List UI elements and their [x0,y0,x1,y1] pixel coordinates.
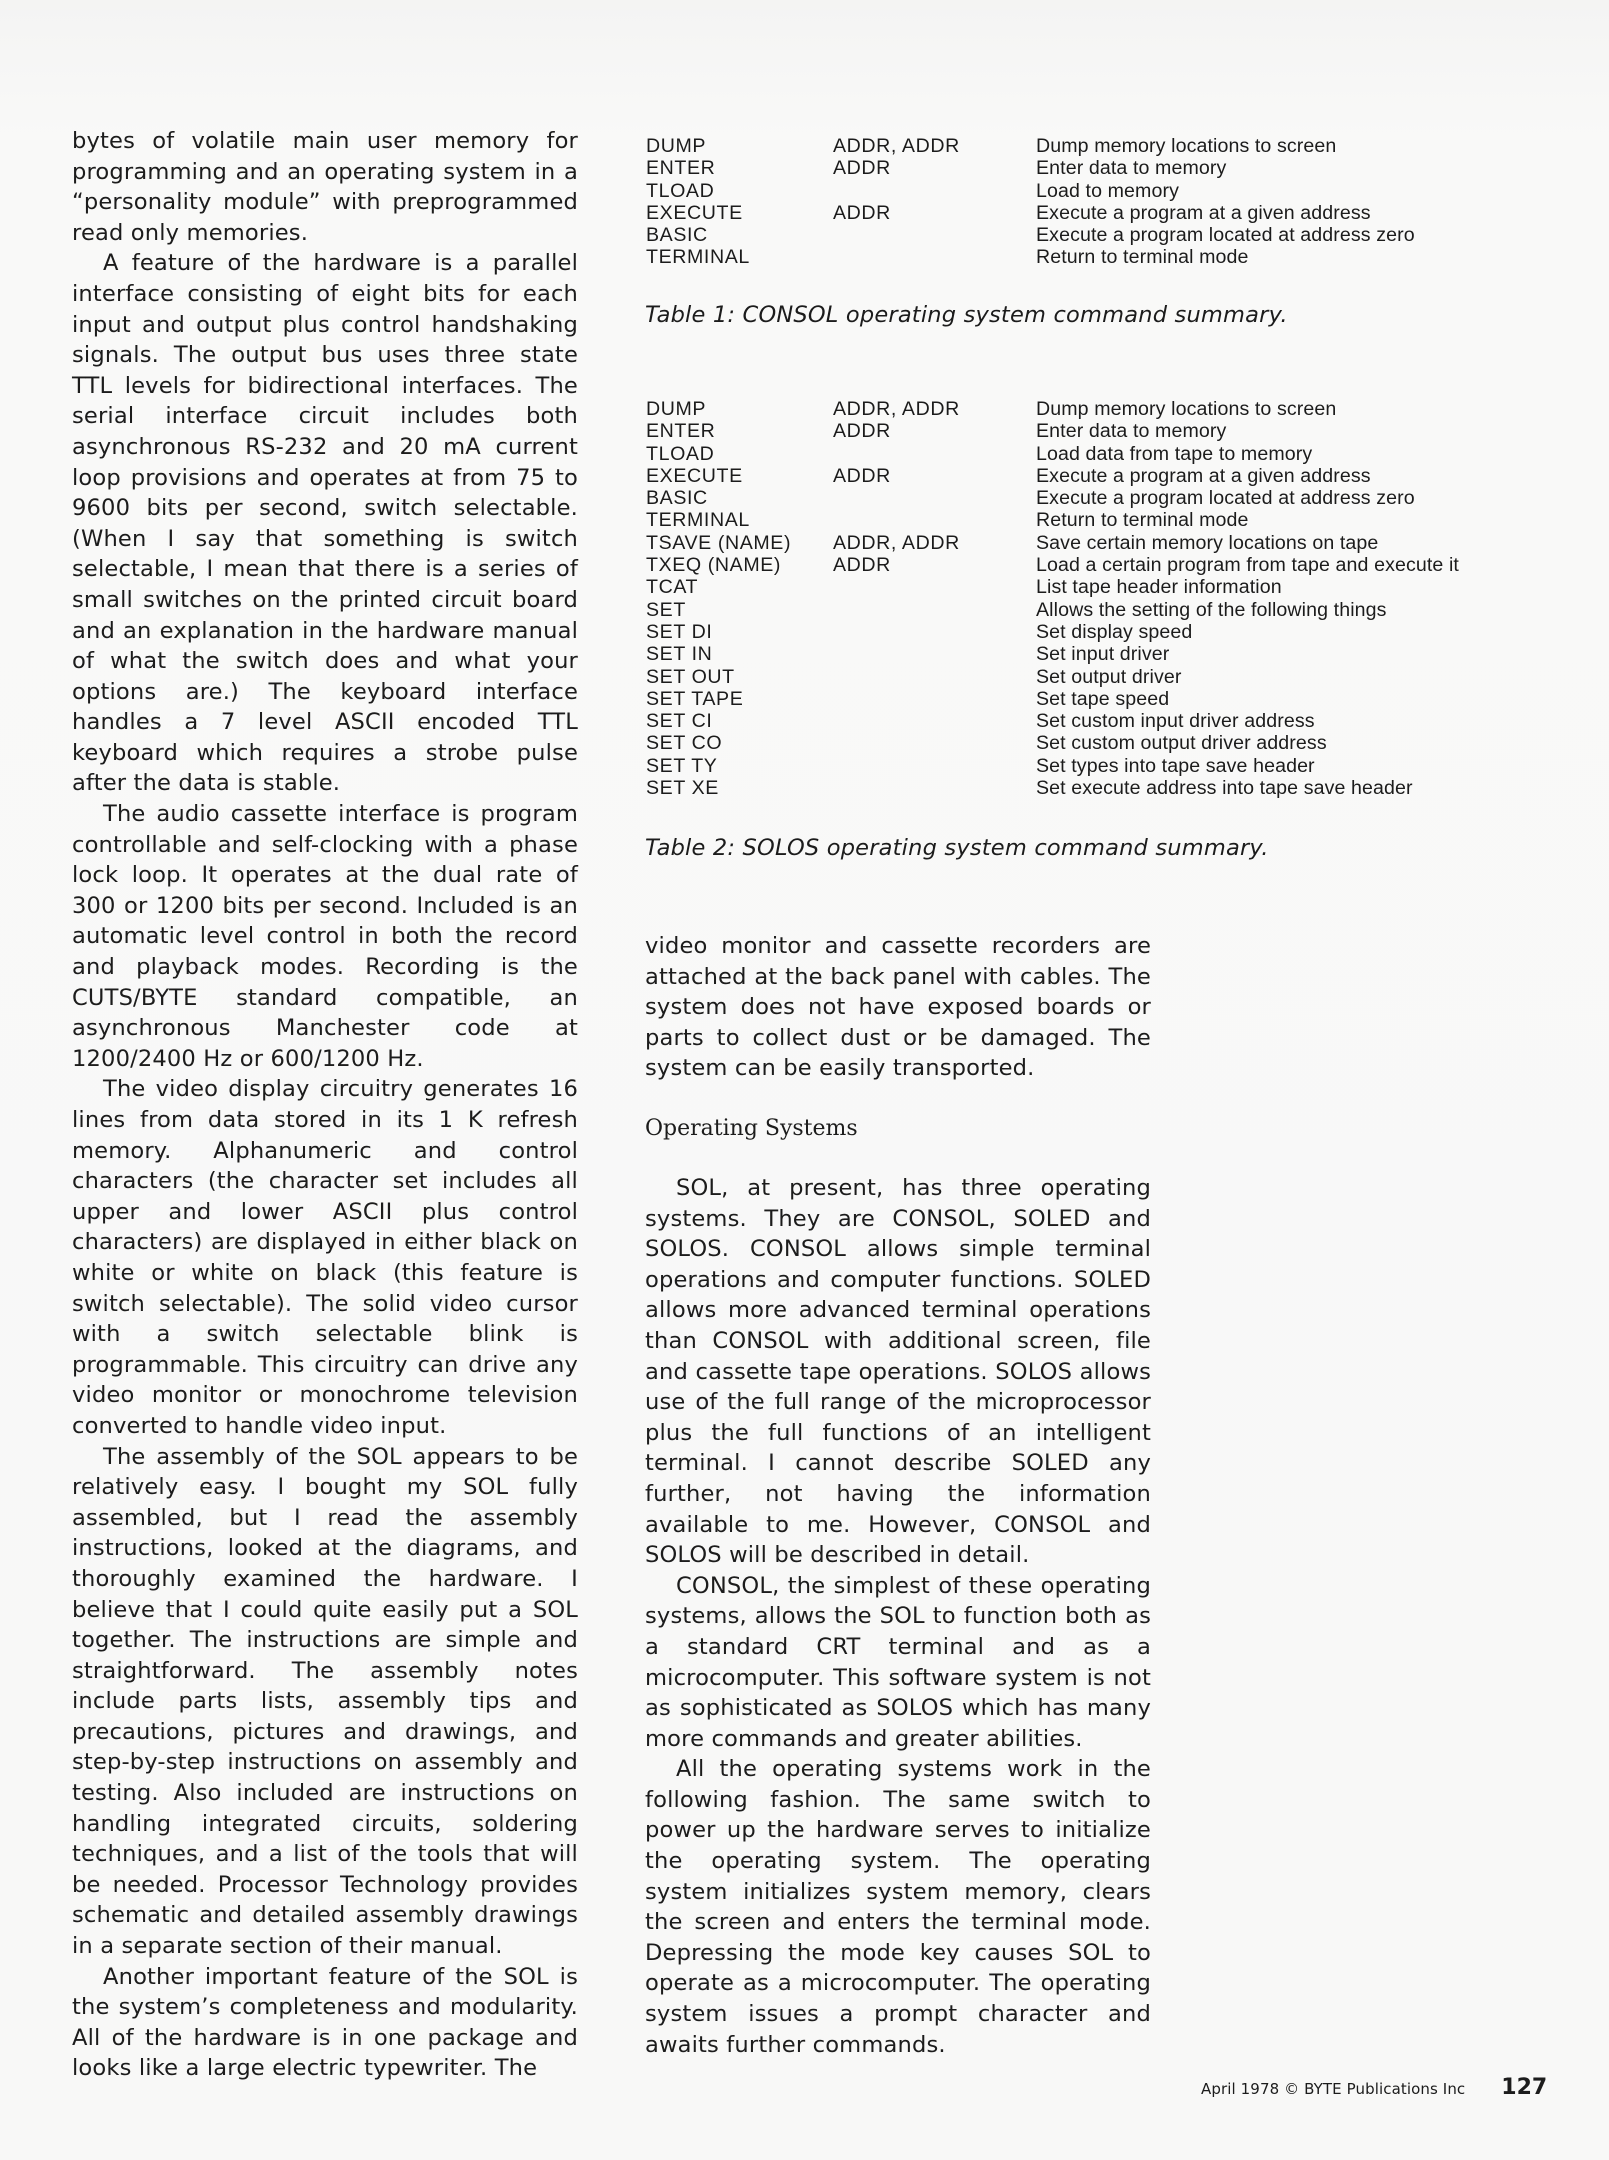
page-number: 127 [1501,2075,1548,2100]
paragraph: The video display circuitry generates 16 lines from data stored in its 1 K refresh memory. Alphanumeric and control characters (the character set includes all upper and lower ASCII plus control characters) are displayed in either black on white or white on black (this feature is switch selectable). The solid video cursor with a switch selectable blink is programmable. This circuitry can drive any video monitor or monochrome television converted to handle video input. [72,1076,578,1439]
command-cell: TLOAD [646,179,715,202]
command-cell: SET CI [646,710,713,733]
description-cell: Execute a program at a given address [1036,201,1371,224]
table-1-caption: Table 1: CONSOL operating system command summary. [645,302,1288,328]
args-cell: ADDR, ADDR [833,135,960,157]
description-cell: Enter data to memory [1036,157,1227,180]
args-cell [833,621,1036,643]
command-cell: TLOAD [646,442,715,465]
command-cell: SET CO [646,732,723,755]
args-cell [833,710,1036,732]
command-cell: DUMP [646,135,707,157]
command-cell: DUMP [646,398,707,420]
command-cell: EXECUTE [646,464,743,487]
description-cell: Execute a program at a given address [1036,464,1371,487]
command-cell: BASIC [646,224,708,247]
args-cell: ADDR [833,420,891,443]
args-cell: ADDR [833,464,891,487]
command-cell: TCAT [646,576,699,599]
command-cell: SET OUT [646,665,735,688]
table-row [646,465,1459,487]
table-row [646,643,1459,665]
args-cell [833,688,1036,710]
args-cell [833,443,1036,465]
publication-credit: April 1978 © BYTE Publications Inc [1201,2080,1466,2098]
args-cell: ADDR, ADDR [833,531,960,554]
right-column-intro [645,931,1151,1084]
command-cell: SET DI [646,620,713,643]
description-cell: Set output driver [1036,665,1182,688]
args-cell: ADDR, ADDR [833,398,960,420]
paragraph: All the operating systems work in the following fashion. The same switch to power up the hardware serves to initialize the operating system. The operating system initializes system memory, clears the screen and enters the terminal mode. Depressing the mode key causes SOL to operate as a microcomputer. The operating system issues a prompt character and awaits further commands. [645,1756,1151,2058]
args-cell [833,599,1036,621]
description-cell: Dump memory locations to screen [1036,135,1337,157]
description-cell: Return to terminal mode [1036,246,1249,269]
table-row [646,398,1459,420]
args-cell [833,777,1036,799]
table-row [646,666,1459,688]
description-cell: Allows the setting of the following things [1036,598,1387,621]
paragraph: A feature of the hardware is a parallel interface consisting of eight bits for each input and output plus control handshaking signals. The output bus uses three state TTL levels for bidirectional interfaces. The serial interface circuit includes both asynchronous RS-232 and 20 mA current loop provisions and operates at from 75 to 9600 bits per second, switch selectable. (When I say that something is switch selectable, I mean that there is a series of small switches on the printed circuit board and an explanation in the hardware manual of what the switch does and what your options are.) The keyboard interface handles a 7 level ASCII encoded TTL keyboard which requires a strobe pulse after the data is stable. [72,250,578,797]
command-cell: SET TAPE [646,687,744,710]
command-cell: SET [646,598,686,621]
args-cell [833,666,1036,688]
table-row [646,599,1459,621]
table-row [646,732,1459,754]
command-cell: SET IN [646,643,713,666]
table-row [646,710,1459,732]
paragraph: The assembly of the SOL appears to be relatively easy. I bought my SOL fully assembled, but I read the assembly instructions, looked at the diagrams, and thoroughly examined the hardware. I believe that I could quite easily put a SOL together. The instructions are simple and straightforward. The assembly notes include parts lists, assembly tips and precautions, pictures and drawings, and step-by-step instructions on assembly and testing. Also included are instructions on handling integrated circuits, soldering techniques, and a list of the tools that will be needed. Processor Technology provides schematic and detailed assembly drawings in a separate section of their manual. [72,1443,578,1960]
description-cell: Return to terminal mode [1036,509,1249,532]
args-cell [833,487,1036,509]
args-cell [833,755,1036,777]
paragraph: CONSOL, the simplest of these operating systems, allows the SOL to function both as a standard CRT terminal and as a microcomputer. This software system is not as sophisticated as SOLOS which has many more commands and greater abilities. [645,1572,1151,1752]
args-cell [833,246,1036,268]
args-cell [833,180,1036,202]
table-row [646,443,1459,465]
table-row [646,509,1459,531]
description-cell: Set execute address into tape save header [1036,777,1413,800]
args-cell: ADDR [833,157,891,180]
command-cell: EXECUTE [646,201,743,224]
table-row [646,246,1415,268]
command-cell: TSAVE (NAME) [646,531,792,554]
description-cell: Load to memory [1036,179,1179,202]
description-cell: Set custom output driver address [1036,732,1327,755]
table-row [646,487,1459,509]
description-cell: List tape header information [1036,576,1282,599]
command-cell: SET TY [646,754,718,777]
table-consol-commands [646,135,1415,269]
command-cell: TERMINAL [646,246,750,269]
table-row [646,135,1415,157]
description-cell: Load a certain program from tape and execute it [1036,554,1459,577]
args-cell [833,732,1036,754]
command-cell: ENTER [646,420,716,443]
paragraph: The audio cassette interface is program controllable and self-clocking with a phase lock loop. It operates at the dual rate of 300 or 1200 bits per second. Included is an automatic level control in both the record and playback modes. Recording is the CUTS/BYTE standard compatible, an asynchronous Manchester code at 1200/2400 Hz or 600/1200 Hz. [72,801,578,1072]
args-cell [833,509,1036,531]
command-cell: ENTER [646,157,716,180]
args-cell: ADDR [833,201,891,224]
command-cell: BASIC [646,487,708,510]
table-row [646,420,1459,442]
table-row [646,202,1415,224]
table-row [646,576,1459,598]
description-cell: Set custom input driver address [1036,710,1315,733]
left-column [72,126,578,2084]
paragraph: bytes of volatile main user memory for programming and an operating system in a “personality module” with preprogrammed read only memories. [72,128,578,246]
table-row [646,224,1415,246]
description-cell: Save certain memory locations on tape [1036,531,1379,554]
description-cell: Set display speed [1036,620,1193,643]
section-heading: Operating Systems [645,1116,858,1141]
description-cell: Set types into tape save header [1036,754,1315,777]
table-row [646,621,1459,643]
table-2-caption: Table 2: SOLOS operating system command summary. [645,835,1269,861]
args-cell [833,576,1036,598]
args-cell [833,643,1036,665]
table-row [646,755,1459,777]
page-footer [1201,2075,1547,2100]
table-row [646,688,1459,710]
paragraph: video monitor and cassette recorders are attached at the back panel with cables. The system does not have exposed boards or parts to collect dust or be damaged. The system can be easily transported. [645,933,1151,1082]
description-cell: Set input driver [1036,643,1170,666]
table-row [646,777,1459,799]
args-cell: ADDR [833,554,891,577]
table-solos-commands [646,398,1459,799]
table-row [646,532,1459,554]
table-row [646,180,1415,202]
right-column [645,1173,1151,2060]
command-cell: TXEQ (NAME) [646,554,782,577]
table-row [646,157,1415,179]
paragraph: Another important feature of the SOL is the system’s completeness and modularity. All of the hardware is in one package and looks like a large electric typewriter. The [72,1963,578,2082]
command-cell: SET XE [646,777,719,800]
description-cell: Execute a program located at address zero [1036,224,1415,247]
description-cell: Dump memory locations to screen [1036,398,1337,420]
description-cell: Set tape speed [1036,687,1170,710]
paragraph: SOL, at present, has three operating systems. They are CONSOL, SOLED and SOLOS. CONSOL allows simple terminal operations and computer functions. SOLED allows more advanced terminal operations than CONSOL with additional screen, file and cassette tape operations. SOLOS allows use of the full range of the microprocessor plus the full functions of an intelligent terminal. I cannot describe SOLED any further, not having the information available to me. However, CONSOL and SOLOS will be described in detail. [645,1175,1151,1569]
description-cell: Load data from tape to memory [1036,442,1313,465]
command-cell: TERMINAL [646,509,750,532]
description-cell: Enter data to memory [1036,420,1227,443]
args-cell [833,224,1036,246]
table-row [646,554,1459,576]
description-cell: Execute a program located at address zero [1036,487,1415,510]
